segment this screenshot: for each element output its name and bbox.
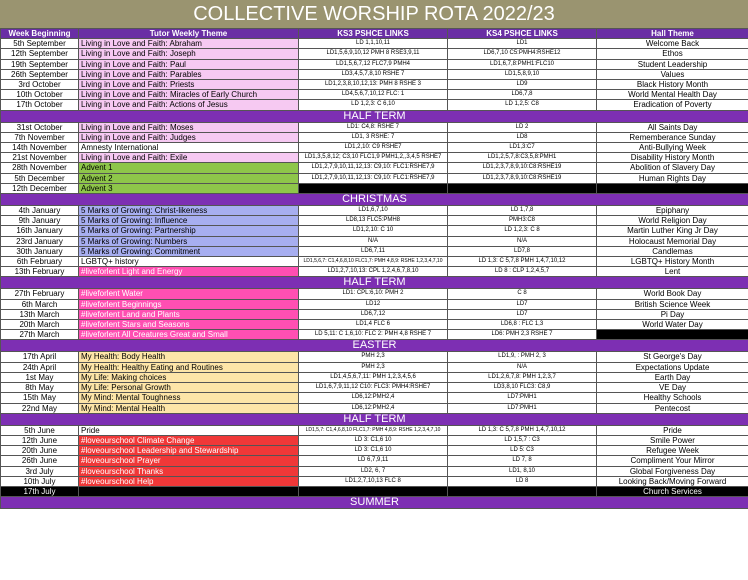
theme-cell: #loveourschool Climate Change	[79, 435, 299, 445]
hall-cell: Compliment Your Mirror	[597, 456, 748, 466]
ks4-cell: LD 5: C3	[448, 446, 597, 456]
hall-cell: Holocaust Memorial Day	[597, 236, 748, 246]
ks4-cell: LD6,7,8	[448, 90, 597, 100]
hall-cell: Looking Back/Moving Forward	[597, 476, 748, 486]
ks4-cell: LD1	[448, 39, 597, 49]
week-cell: 23rd January	[1, 236, 79, 246]
ks3-cell: LD1,6,7,10	[299, 206, 448, 216]
header-theme: Tutor Weekly Theme	[79, 29, 299, 39]
section-row	[1, 277, 748, 289]
table-row	[1, 80, 748, 90]
week-cell: 27th March	[1, 330, 79, 340]
hall-cell: VE Day	[597, 383, 748, 393]
ks3-cell: N/A	[299, 236, 448, 246]
theme-cell: 5 Marks of Growing: Christ-likeness	[79, 206, 299, 216]
theme-cell: Living in Love and Faith: Parables	[79, 69, 299, 79]
theme-cell: Living in Love and Faith: Exile	[79, 153, 299, 163]
week-cell: 17th October	[1, 100, 79, 110]
week-cell: 30th January	[1, 246, 79, 256]
ks3-cell: LD1: CPL:6,10: PMH 2	[299, 289, 448, 299]
theme-cell: Pride	[79, 425, 299, 435]
hall-cell: Welcome Back	[597, 39, 748, 49]
theme-cell: My Health: Body Health	[79, 352, 299, 362]
hall-cell: St George's Day	[597, 352, 748, 362]
ks4-cell: LD7:PMH1	[448, 393, 597, 403]
ks3-cell: LD6,12:PMH2,4	[299, 393, 448, 403]
table-row	[1, 289, 748, 299]
hall-cell: Values	[597, 69, 748, 79]
week-cell: 20th March	[1, 320, 79, 330]
section-row	[1, 413, 748, 425]
hall-cell: Human Rights Day	[597, 173, 748, 183]
theme-cell: 5 Marks of Growing: Partnership	[79, 226, 299, 236]
hall-cell: Expectations Update	[597, 362, 748, 372]
week-cell: 26th June	[1, 456, 79, 466]
hall-cell: World Mental Health Day	[597, 90, 748, 100]
hall-cell: Epiphany	[597, 206, 748, 216]
week-cell: 5th June	[1, 425, 79, 435]
section-row	[1, 497, 748, 509]
ks3-cell: LD1,3,5,8,12; C3,10 FLC1,9 PMH1,2,,3,4,5 RSHE7	[299, 153, 448, 163]
week-cell: 19th September	[1, 59, 79, 69]
week-cell: 10th July	[1, 476, 79, 486]
table-row	[1, 39, 748, 49]
ks3-cell: LD2, 6, 7	[299, 466, 448, 476]
ks4-cell	[448, 183, 597, 193]
theme-cell: 5 Marks of Growing: Commitment	[79, 246, 299, 256]
theme-cell: My Health: Healthy Eating and Routines	[79, 362, 299, 372]
theme-cell: Living in Love and Faith: Judges	[79, 132, 299, 142]
ks3-cell: LD8,13 FLC5:PMH8	[299, 216, 448, 226]
section-label: HALF TERM	[1, 413, 748, 425]
table-row	[1, 257, 748, 267]
section-label: HALF TERM	[1, 277, 748, 289]
theme-cell: My Life: Making choices	[79, 372, 299, 382]
week-cell: 14th November	[1, 143, 79, 153]
hall-cell: Pentecost	[597, 403, 748, 413]
week-cell: 31st October	[1, 122, 79, 132]
theme-cell: #liveforlent Land and Plants	[79, 309, 299, 319]
week-cell: 28th November	[1, 163, 79, 173]
table-row	[1, 246, 748, 256]
table-row	[1, 59, 748, 69]
rota-table	[0, 28, 748, 509]
theme-cell: #liveforlent Light and Energy	[79, 267, 299, 277]
ks3-cell: LD1,2,10: C 10	[299, 226, 448, 236]
ks3-cell: LD1,4 FLC 6	[299, 320, 448, 330]
hall-cell: Ethos	[597, 49, 748, 59]
table-row	[1, 100, 748, 110]
header-hall: Hall Theme	[597, 29, 748, 39]
ks3-cell: LD1: C4,8: RSHE 7	[299, 122, 448, 132]
ks3-cell: LD6,12:PMH2,4	[299, 403, 448, 413]
ks4-cell: C 8	[448, 289, 597, 299]
theme-cell: Living in Love and Faith: Priests	[79, 80, 299, 90]
ks3-cell: PMH 2,3	[299, 362, 448, 372]
week-cell: 3rd October	[1, 80, 79, 90]
table-row	[1, 309, 748, 319]
ks4-cell: LD7	[448, 299, 597, 309]
hall-cell: LGBTQ+ History Month	[597, 257, 748, 267]
section-label: EASTER	[1, 340, 748, 352]
table-row	[1, 456, 748, 466]
hall-cell: Abolition of Slavery Day	[597, 163, 748, 173]
theme-cell: Amnesty International	[79, 143, 299, 153]
hall-cell: Anti-Bullying Week	[597, 143, 748, 153]
ks4-cell: LD 1,3: C 5,7,8 PMH 1,4,7,10,12	[448, 425, 597, 435]
week-cell: 21st November	[1, 153, 79, 163]
table-row	[1, 267, 748, 277]
ks3-cell: LD1,6,7,9,11,12 C10: FLC3: PMH4:RSHE7	[299, 383, 448, 393]
week-cell: 8th May	[1, 383, 79, 393]
ks3-cell: LD 3: C1,6 10	[299, 435, 448, 445]
ks4-cell: LD7	[448, 309, 597, 319]
hall-cell: Student Leadership	[597, 59, 748, 69]
hall-cell: Earth Day	[597, 372, 748, 382]
ks4-cell: PMH3:C8	[448, 216, 597, 226]
table-row	[1, 320, 748, 330]
week-cell: 1st May	[1, 372, 79, 382]
table-row	[1, 143, 748, 153]
ks3-cell: PMH 2,3	[299, 352, 448, 362]
ks3-cell: LD1,2,7,9,10,11,12,13: C9,10: FLC1:RSHE7,9	[299, 163, 448, 173]
table-row	[1, 216, 748, 226]
header-week: Week Beginning	[1, 29, 79, 39]
week-cell: 10th October	[1, 90, 79, 100]
week-cell: 7th November	[1, 132, 79, 142]
table-row	[1, 476, 748, 486]
header-ks3: KS3 PSHCE LINKS	[299, 29, 448, 39]
ks3-cell: LD 1,1,10,11	[299, 39, 448, 49]
ks3-cell: LD 5,11: C 1,6,10: FLC 2: PMH 4,8 RSHE 7	[299, 330, 448, 340]
theme-cell: #loveourschool Help	[79, 476, 299, 486]
ks4-cell: LD6,8 : FLC 1,3	[448, 320, 597, 330]
ks4-cell: LD3,8,10 FLC3: C8,9	[448, 383, 597, 393]
table-row	[1, 163, 748, 173]
hall-cell: World Water Day	[597, 320, 748, 330]
week-cell: 6th February	[1, 257, 79, 267]
week-cell: 16th January	[1, 226, 79, 236]
ks3-cell	[299, 486, 448, 496]
ks4-cell: LD 8 : CLP 1,2,4,5,7	[448, 267, 597, 277]
week-cell: 17th April	[1, 352, 79, 362]
theme-cell: Living in Love and Faith: Miracles of Early Church	[79, 90, 299, 100]
theme-cell: Advent 1	[79, 163, 299, 173]
ks3-cell: LD 3: C1,6 10	[299, 446, 448, 456]
header-ks4: KS4 PSHCE LINKS	[448, 29, 597, 39]
ks4-cell: LD 2	[448, 122, 597, 132]
ks3-cell: LD4,5,6,7,10,12 FLC: 1	[299, 90, 448, 100]
ks4-cell: LD9	[448, 80, 597, 90]
ks4-cell: LD 1,3: C 5,7,8 PMH 1,4,7,10,12	[448, 257, 597, 267]
section-row	[1, 110, 748, 122]
hall-cell: Lent	[597, 267, 748, 277]
table-row	[1, 90, 748, 100]
week-cell: 12th June	[1, 435, 79, 445]
hall-cell: Smile Power	[597, 435, 748, 445]
ks4-cell: LD1,2,3,7,8,9,10:C8:RSHE19	[448, 173, 597, 183]
ks3-cell: LD1,2,10: C9 RSHE7	[299, 143, 448, 153]
hall-cell: All Saints Day	[597, 122, 748, 132]
theme-cell: Living in Love and Faith: Paul	[79, 59, 299, 69]
ks4-cell: LD1,2,6,7,8: PMH 1,2,3,7	[448, 372, 597, 382]
section-label: HALF TERM	[1, 110, 748, 122]
ks3-cell: LD1,4,5,6,7,11: PMH 1,2,3,4,5,6	[299, 372, 448, 382]
theme-cell: Advent 2	[79, 173, 299, 183]
table-row	[1, 383, 748, 393]
hall-cell: Eradication of Poverty	[597, 100, 748, 110]
theme-cell: #liveforlent Water	[79, 289, 299, 299]
ks4-cell: LD1, 8,10	[448, 466, 597, 476]
theme-cell: #loveourschool Prayer	[79, 456, 299, 466]
hall-cell: Martin Luther King Jr Day	[597, 226, 748, 236]
theme-cell: My Mind: Mental Health	[79, 403, 299, 413]
week-cell: 5th September	[1, 39, 79, 49]
ks4-cell: LD7,8	[448, 246, 597, 256]
theme-cell: #liveforlent Stars and Seasons	[79, 320, 299, 330]
theme-cell: Living in Love and Faith: Abraham	[79, 39, 299, 49]
table-row	[1, 403, 748, 413]
week-cell: 15th May	[1, 393, 79, 403]
theme-cell: #liveforlent Beginnings	[79, 299, 299, 309]
table-row	[1, 226, 748, 236]
ks3-cell: LD12	[299, 299, 448, 309]
week-cell: 6th March	[1, 299, 79, 309]
ks3-cell: LD3,4,5,7,8,10 RSHE 7	[299, 69, 448, 79]
table-row	[1, 299, 748, 309]
theme-cell: My Life: Personal Growth	[79, 383, 299, 393]
section-label: SUMMER	[1, 497, 748, 509]
hall-cell: Disability History Month	[597, 153, 748, 163]
week-cell: 17th July	[1, 486, 79, 496]
hall-cell: Global Forgiveness Day	[597, 466, 748, 476]
hall-cell: Pride	[597, 425, 748, 435]
theme-cell: Living in Love and Faith: Joseph	[79, 49, 299, 59]
table-row	[1, 372, 748, 382]
table-row	[1, 236, 748, 246]
table-row	[1, 435, 748, 445]
theme-cell: Living in Love and Faith: Actions of Jesus	[79, 100, 299, 110]
table-row	[1, 362, 748, 372]
week-cell: 12th December	[1, 183, 79, 193]
table-row	[1, 183, 748, 193]
theme-cell	[79, 486, 299, 496]
theme-cell: LGBTQ+ history	[79, 257, 299, 267]
hall-cell	[597, 183, 748, 193]
ks3-cell	[299, 183, 448, 193]
week-cell: 22nd May	[1, 403, 79, 413]
ks4-cell: LD1,2,5,7,8:C3,5,8:PMH1	[448, 153, 597, 163]
table-row	[1, 49, 748, 59]
ks4-cell: LD 7, 8	[448, 456, 597, 466]
ks3-cell: LD 1,2,3: C 6,10	[299, 100, 448, 110]
ks3-cell: LD1, 3 RSHE: 7	[299, 132, 448, 142]
ks4-cell: LD1,3:C7	[448, 143, 597, 153]
theme-cell: Advent 3	[79, 183, 299, 193]
week-cell: 24th April	[1, 362, 79, 372]
hall-cell: Pi Day	[597, 309, 748, 319]
table-row	[1, 69, 748, 79]
hall-cell: Refugee Week	[597, 446, 748, 456]
ks4-cell: LD7:PMH1	[448, 403, 597, 413]
week-cell: 27th February	[1, 289, 79, 299]
header-row	[1, 29, 748, 39]
hall-cell: Candlemas	[597, 246, 748, 256]
ks3-cell: LD1,5,7: C1,4,6,8,10 FLC1,7: PMH 4,8,9: RSHE 1,2,3,4,7,10	[299, 425, 448, 435]
ks4-cell: LD 1,7,8	[448, 206, 597, 216]
hall-cell	[597, 330, 748, 340]
table-row	[1, 330, 748, 340]
ks4-cell: LD 1,2,5: C8	[448, 100, 597, 110]
week-cell: 5th December	[1, 173, 79, 183]
theme-cell: #loveourschool Leadership and Stewardship	[79, 446, 299, 456]
table-row	[1, 132, 748, 142]
table-row	[1, 486, 748, 496]
week-cell: 13th March	[1, 309, 79, 319]
table-row	[1, 393, 748, 403]
ks4-cell: LD8	[448, 132, 597, 142]
ks3-cell: LD6,7,12	[299, 309, 448, 319]
ks4-cell: LD 1,2,3: C 8	[448, 226, 597, 236]
ks3-cell: LD1,5,6,7: C1,4,6,8,10 FLC1,7: PMH 4,8,9: RSHE 1,2,3,4,7,10	[299, 257, 448, 267]
theme-cell: Living in Love and Faith: Moses	[79, 122, 299, 132]
theme-cell: 5 Marks of Growing: Influence	[79, 216, 299, 226]
section-label: CHRISTMAS	[1, 194, 748, 206]
hall-cell: Healthy Schools	[597, 393, 748, 403]
table-row	[1, 466, 748, 476]
theme-cell: 5 Marks of Growing: Numbers	[79, 236, 299, 246]
ks3-cell: LD1,2,3,8,10,12,13: PMH 8 RSHE 3	[299, 80, 448, 90]
week-cell: 12th September	[1, 49, 79, 59]
ks4-cell: LD1,2,3,7,8,9,10:C8:RSHE19	[448, 163, 597, 173]
section-row	[1, 340, 748, 352]
ks4-cell: N/A	[448, 362, 597, 372]
week-cell: 4th January	[1, 206, 79, 216]
ks3-cell: LD1,2,7,9,10,11,12,13: C9,10: FLC1:RSHE7,9	[299, 173, 448, 183]
week-cell: 9th January	[1, 216, 79, 226]
ks4-cell: N/A	[448, 236, 597, 246]
table-row	[1, 425, 748, 435]
hall-cell: British Science Week	[597, 299, 748, 309]
hall-cell: Black History Month	[597, 80, 748, 90]
table-row	[1, 352, 748, 362]
table-row	[1, 173, 748, 183]
ks4-cell: LD6,7,10 C5:PMH4:RSHE12	[448, 49, 597, 59]
ks3-cell: LD6,7,11	[299, 246, 448, 256]
hall-cell: World Book Day	[597, 289, 748, 299]
ks4-cell: LD 1,5,7 : C3	[448, 435, 597, 445]
table-row	[1, 122, 748, 132]
ks3-cell: LD1,5,6,7,12 FLC7,9 PMH4	[299, 59, 448, 69]
week-cell: 26th September	[1, 69, 79, 79]
hall-cell: Rememberance Sunday	[597, 132, 748, 142]
table-row	[1, 206, 748, 216]
ks3-cell: LD1,5,6,9,10,12 PMH 8 RSE3,9,11	[299, 49, 448, 59]
week-cell: 13th February	[1, 267, 79, 277]
week-cell: 3rd July	[1, 466, 79, 476]
ks4-cell: LD1,6,7,8:PMH1:FLC10	[448, 59, 597, 69]
theme-cell: #loveourschool Thanks	[79, 466, 299, 476]
theme-cell: My Mind: Mental Toughness	[79, 393, 299, 403]
ks3-cell: LD1,2,7,10,13: CPL 1,2,4,6,7,8,10	[299, 267, 448, 277]
table-row	[1, 446, 748, 456]
ks4-cell: LD 8	[448, 476, 597, 486]
page-title: COLLECTIVE WORSHIP ROTA 2022/23	[0, 0, 748, 29]
hall-cell: World Religion Day	[597, 216, 748, 226]
ks4-cell: LD1,5,8,9,10	[448, 69, 597, 79]
hall-cell: Church Services	[597, 486, 748, 496]
ks3-cell: LD 6,7,9,11	[299, 456, 448, 466]
table-row	[1, 153, 748, 163]
section-row	[1, 194, 748, 206]
ks4-cell: LD6: PMH 2,3 RSHE 7	[448, 330, 597, 340]
ks3-cell: LD1,2,7,10,13 FLC 8	[299, 476, 448, 486]
ks4-cell: LD1,9, : PMH 2, 3	[448, 352, 597, 362]
theme-cell: #liveforlent All Creatures Great and Small	[79, 330, 299, 340]
ks4-cell	[448, 486, 597, 496]
week-cell: 20th June	[1, 446, 79, 456]
